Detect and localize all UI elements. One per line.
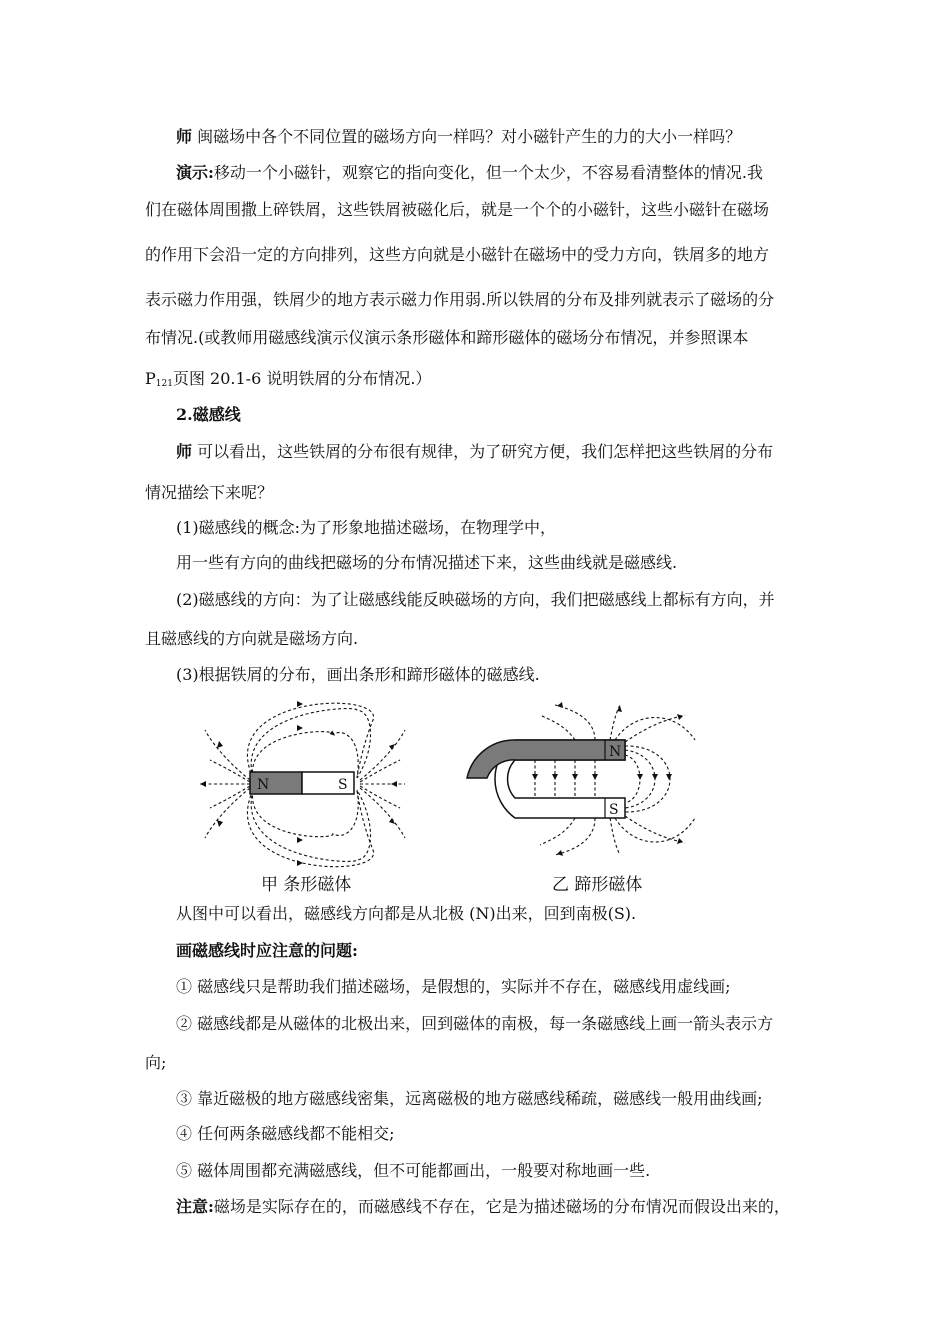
item-3: (3)根据铁屑的分布，画出条形和蹄形磁体的磁感线. (176, 665, 540, 684)
note-3: ③ 靠近磁极的地方磁感线密集，远离磁极的地方磁感线稀疏，磁感线一般用曲线画; (176, 1089, 763, 1108)
demo-line-5: 布情况.(或教师用磁感线演示仪演示条形磁体和蹄形磁体的磁场分布情况，并参照课本 (145, 328, 749, 347)
note-5: ⑤ 磁体周围都充满磁感线，但不可能都画出，一般要对称地画一些. (176, 1161, 651, 1180)
bar-magnet (250, 772, 354, 794)
section-heading: 2.磁感线 (176, 405, 241, 424)
teacher-line-2: 情况描绘下来呢？ (145, 483, 274, 502)
teacher-text: 可以看出，这些铁屑的分布很有规律，为了研究方便，我们怎样把这些铁屑的分布 (192, 442, 774, 461)
demo-label: 演示: (176, 163, 214, 182)
teacher-line-1 (176, 441, 773, 463)
item-2-line-1: (2)磁感线的方向：为了让磁感线能反映磁场的方向，我们把磁感线上都标有方向，并 (176, 590, 775, 609)
item-2-line-2: 且磁感线的方向就是磁场方向. (145, 629, 359, 648)
note-4: ④ 任何两条磁感线都不能相交; (176, 1124, 395, 1143)
horseshoe-magnet (467, 740, 625, 818)
speaker-label: 师 (176, 127, 193, 146)
bar-n-label: N (257, 777, 270, 793)
paragraph-text: 闽磁场中各个不同位置的磁场方向一样吗？对小磁针产生的力的大小一样吗？ (192, 127, 742, 146)
attention-text: 磁场是实际存在的，而磁感线不存在，它是为描述磁场的分布情况而假设出来的， (213, 1197, 790, 1216)
demo-line-3: 的作用下会沿一定的方向排列，这些方向就是小磁针在磁场中的受力方向，铁屑多的地方 (145, 245, 770, 264)
page-ref-text: 页图 20.1-6 说明铁屑的分布情况.） (172, 369, 432, 388)
page-ref-p: P (145, 369, 156, 388)
magnet-figure (195, 700, 715, 900)
bar-s-label: S (338, 777, 348, 793)
horseshoe-n-label: N (609, 744, 622, 760)
attention-label: 注意: (176, 1197, 214, 1216)
item-1-line-1: (1)磁感线的概念:为了形象地描述磁场，在物理学中， (176, 518, 557, 537)
demo-line-6 (145, 368, 431, 395)
demo-text: 移动一个小磁针，观察它的指向变化，但一个太少，不容易看清整体的情况.我 (213, 163, 764, 182)
horseshoe-s-label: S (609, 802, 619, 818)
notes-heading: 画磁感线时应注意的问题: (176, 941, 358, 960)
horseshoe-field-arrows (532, 702, 683, 856)
demo-line-2: 们在磁体周围撒上碎铁屑，这些铁屑被磁化后，就是一个个的小磁针，这些小磁针在磁场 (145, 200, 770, 219)
demo-line-1 (176, 162, 763, 184)
paragraph-question (176, 126, 741, 148)
note-2-continued: 向; (145, 1053, 167, 1072)
note-1: ① 磁感线只是帮助我们描述磁场，是假想的，实际并不存在，磁感线用虚线画; (176, 977, 731, 996)
note-2: ② 磁感线都是从磁体的北极出来，回到磁体的南极，每一条磁感线上画一箭头表示方 (176, 1014, 774, 1033)
caption-horseshoe-magnet: 乙 蹄形磁体 (552, 875, 643, 895)
caption-bar-magnet: 甲 条形磁体 (261, 875, 352, 895)
page-ref-number: 121 (155, 379, 173, 389)
speaker-label: 师 (176, 442, 193, 461)
item-1-line-2: 用一些有方向的曲线把磁场的分布情况描述下来，这些曲线就是磁感线. (176, 553, 678, 572)
demo-line-4: 表示磁力作用强，铁屑少的地方表示磁力作用弱.所以铁屑的分布及排列就表示了磁场的分 (145, 290, 775, 309)
horseshoe-field-lines (535, 705, 695, 855)
attention-line (176, 1196, 790, 1218)
conclusion-line: 从图中可以看出，磁感线方向都是从北极 (N)出来，回到南极(S). (176, 904, 637, 923)
